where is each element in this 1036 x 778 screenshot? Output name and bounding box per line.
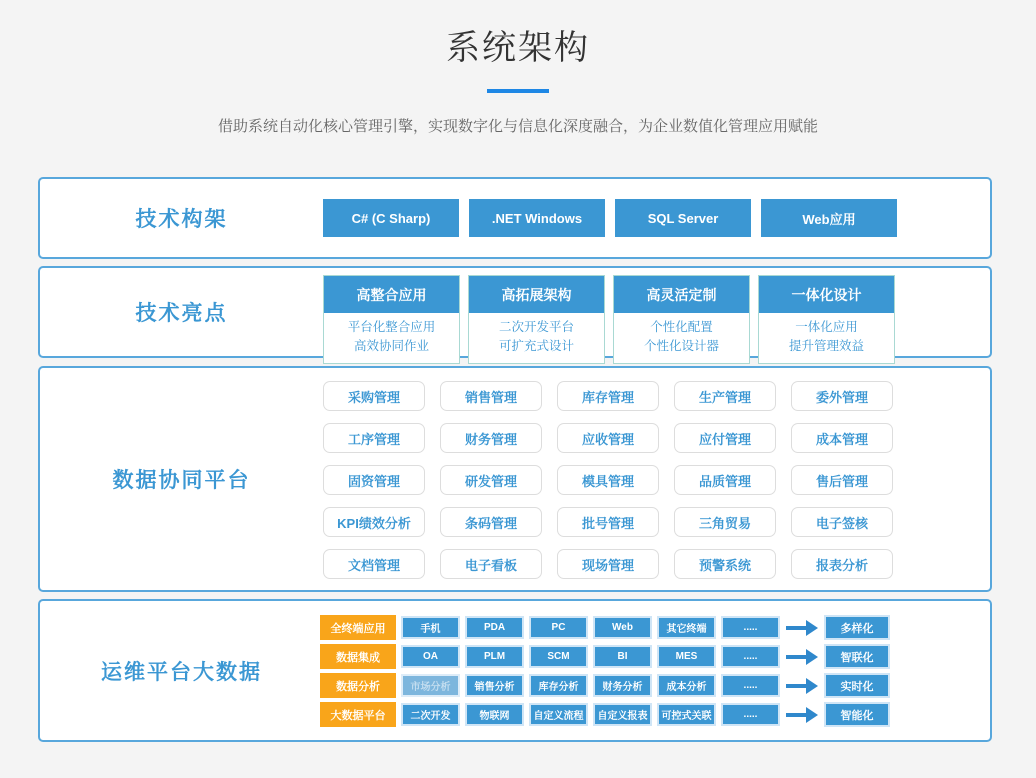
node-chip[interactable]: 库存分析 (529, 674, 588, 697)
node-chip[interactable]: 物联网 (465, 703, 524, 726)
result-chip: 智联化 (824, 644, 890, 669)
result-chip: 智能化 (824, 702, 890, 727)
node-chip[interactable]: OA (401, 645, 460, 668)
section-label-tech-highlights: 技术亮点 (135, 302, 228, 325)
page-subtitle: 借助系统自动化核心管理引擎，实现数字化与信息化深度融合，为企业数值化管理应用赋能 (217, 118, 818, 135)
module-chip[interactable]: 品质管理 (674, 465, 776, 495)
node-chip[interactable]: SCM (529, 645, 588, 668)
tech-button-webapp[interactable]: Web应用 (761, 199, 897, 237)
node-chip[interactable]: Web (593, 616, 652, 639)
node-chip[interactable]: 自定义流程 (529, 703, 588, 726)
section-tech-framework (38, 177, 992, 259)
module-chip[interactable]: 研发管理 (440, 465, 542, 495)
highlight-card (613, 275, 750, 364)
arrow-right-icon (785, 618, 819, 638)
node-chip[interactable]: 市场分析 (401, 674, 460, 697)
module-chip[interactable]: 销售管理 (440, 381, 542, 411)
highlight-cards (323, 275, 895, 364)
arrow-right-icon (785, 705, 819, 725)
card-title: 一体化设计 (759, 276, 894, 313)
node-chip[interactable]: 手机 (401, 616, 460, 639)
node-chip[interactable]: PDA (465, 616, 524, 639)
highlight-card (468, 275, 605, 364)
category-label: 全终端应用 (320, 615, 396, 640)
module-chip[interactable]: 委外管理 (791, 381, 893, 411)
module-chip[interactable]: 电子看板 (440, 549, 542, 579)
card-line: 平台化整合应用 (347, 320, 436, 334)
module-chip[interactable]: 采购管理 (323, 381, 425, 411)
highlight-card (758, 275, 895, 364)
arrow-right-icon (785, 676, 819, 696)
module-chip[interactable]: 现场管理 (557, 549, 659, 579)
node-chip[interactable]: 自定义报表 (593, 703, 652, 726)
node-chip[interactable]: 成本分析 (657, 674, 716, 697)
ops-flow-row-analysis (320, 673, 890, 698)
card-line: 可扩充式设计 (498, 339, 574, 353)
node-chip[interactable]: PLM (465, 645, 524, 668)
node-chip[interactable]: 销售分析 (465, 674, 524, 697)
section-data-platform (38, 366, 992, 592)
module-chip[interactable]: 模具管理 (557, 465, 659, 495)
card-line: 一体化应用 (795, 320, 858, 334)
module-chip[interactable]: 固资管理 (323, 465, 425, 495)
tech-framework-buttons (323, 199, 897, 237)
module-chip[interactable]: 应付管理 (674, 423, 776, 453)
module-chip[interactable]: 库存管理 (557, 381, 659, 411)
result-chip: 多样化 (824, 615, 890, 640)
section-tech-highlights (38, 266, 992, 358)
node-chip[interactable]: 二次开发 (401, 703, 460, 726)
ops-flow (320, 615, 890, 727)
module-chip[interactable]: 三角贸易 (674, 507, 776, 537)
module-chip[interactable]: 报表分析 (791, 549, 893, 579)
node-chip[interactable]: 财务分析 (593, 674, 652, 697)
ops-flow-row-integration (320, 644, 890, 669)
card-line: 高效协同作业 (353, 339, 429, 353)
card-line: 提升管理效益 (788, 339, 864, 353)
module-chip[interactable]: 售后管理 (791, 465, 893, 495)
node-chip[interactable]: ..... (721, 674, 780, 697)
ops-flow-row-terminals (320, 615, 890, 640)
card-line: 二次开发平台 (498, 320, 574, 334)
highlight-card (323, 275, 460, 364)
category-label: 大数据平台 (320, 702, 396, 727)
module-chip[interactable]: 成本管理 (791, 423, 893, 453)
module-chip[interactable]: 条码管理 (440, 507, 542, 537)
node-chip[interactable]: MES (657, 645, 716, 668)
card-title: 高拓展架构 (469, 276, 604, 313)
module-chip[interactable]: 批号管理 (557, 507, 659, 537)
node-chip[interactable]: ..... (721, 645, 780, 668)
title-divider (487, 89, 549, 93)
node-chip[interactable]: 其它终端 (657, 616, 716, 639)
result-chip: 实时化 (824, 673, 890, 698)
card-line: 个性化配置 (650, 320, 713, 334)
node-chip[interactable]: PC (529, 616, 588, 639)
tech-button-dotnet[interactable]: .NET Windows (469, 199, 605, 237)
module-chip[interactable]: 工序管理 (323, 423, 425, 453)
card-title: 高灵活定制 (614, 276, 749, 313)
node-chip[interactable]: BI (593, 645, 652, 668)
module-chip[interactable]: 预警系统 (674, 549, 776, 579)
section-label-data-platform: 数据协同平台 (112, 469, 251, 492)
module-chip[interactable]: 财务管理 (440, 423, 542, 453)
ops-flow-row-bigdata (320, 702, 890, 727)
node-chip[interactable]: ..... (721, 616, 780, 639)
node-chip[interactable]: ..... (721, 703, 780, 726)
module-chip[interactable]: KPI绩效分析 (323, 507, 425, 537)
section-label-tech-framework: 技术构架 (135, 208, 228, 231)
module-grid (323, 381, 893, 579)
module-chip[interactable]: 应收管理 (557, 423, 659, 453)
page-title: 系统架构 (446, 29, 590, 67)
section-label-ops-bigdata: 运维平台大数据 (101, 660, 262, 684)
category-label: 数据分析 (320, 673, 396, 698)
tech-button-csharp[interactable]: C# (C Sharp) (323, 199, 459, 237)
module-chip[interactable]: 电子签核 (791, 507, 893, 537)
card-line: 个性化设计器 (643, 339, 719, 353)
section-ops-bigdata (38, 599, 992, 742)
node-chip[interactable]: 可控式关联 (657, 703, 716, 726)
module-chip[interactable]: 文档管理 (323, 549, 425, 579)
card-title: 高整合应用 (324, 276, 459, 313)
category-label: 数据集成 (320, 644, 396, 669)
tech-button-sqlserver[interactable]: SQL Server (615, 199, 751, 237)
arrow-right-icon (785, 647, 819, 667)
module-chip[interactable]: 生产管理 (674, 381, 776, 411)
